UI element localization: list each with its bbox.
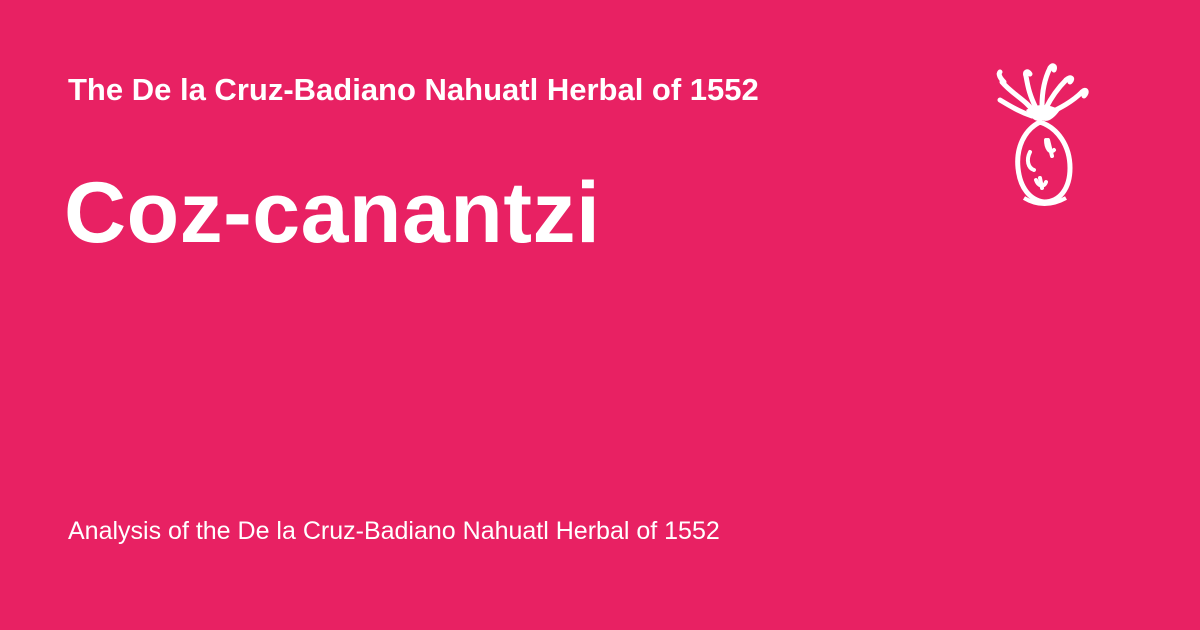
site-title: The De la Cruz-Badiano Nahuatl Herbal of 1552 [68,72,759,107]
plant-glyph-icon [990,60,1094,208]
subtitle: Analysis of the De la Cruz-Badiano Nahuatl Herbal of 1552 [68,517,720,545]
page-title: Coz-canantzi [64,165,601,261]
